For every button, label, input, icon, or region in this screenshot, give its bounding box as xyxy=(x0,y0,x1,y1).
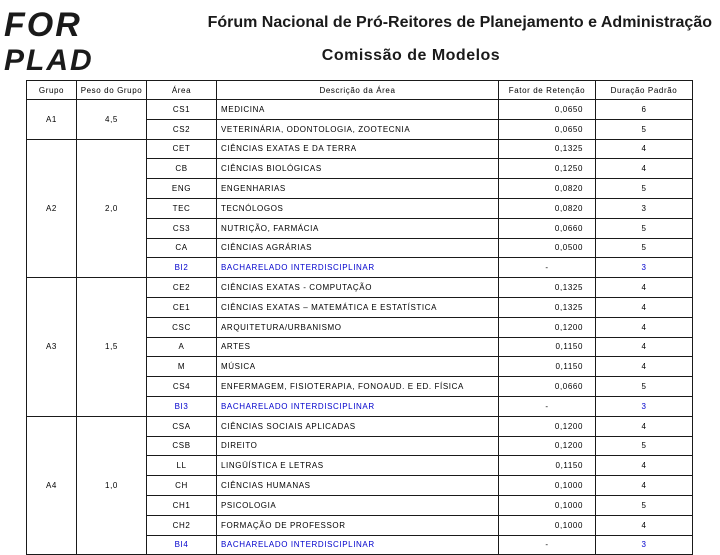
duration-cell: 5 xyxy=(596,119,693,139)
retention-cell: 0,1000 xyxy=(499,476,596,496)
retention-cell: 0,0820 xyxy=(499,198,596,218)
description-cell: BACHARELADO INTERDISCIPLINAR xyxy=(217,535,499,555)
retention-cell: 0,1325 xyxy=(499,139,596,159)
weight-cell: 1,5 xyxy=(77,278,147,417)
page-title: Fórum Nacional de Pró-Reitores de Planejamento e Administração xyxy=(207,14,712,31)
description-cell: CIÊNCIAS AGRÁRIAS xyxy=(217,238,499,258)
retention-cell: - xyxy=(499,396,596,416)
description-cell: LINGÜÍSTICA E LETRAS xyxy=(217,456,499,476)
retention-cell: 0,1200 xyxy=(499,436,596,456)
area-cell: CH xyxy=(147,476,217,496)
description-cell: CIÊNCIAS BIOLÓGICAS xyxy=(217,159,499,179)
retention-cell: 0,0660 xyxy=(499,218,596,238)
duration-cell: 5 xyxy=(596,179,693,199)
description-cell: NUTRIÇÃO, FARMÁCIA xyxy=(217,218,499,238)
group-cell: A2 xyxy=(27,139,77,278)
duration-cell: 4 xyxy=(596,278,693,298)
retention-cell: 0,1325 xyxy=(499,278,596,298)
area-cell: CH1 xyxy=(147,495,217,515)
duration-cell: 4 xyxy=(596,317,693,337)
description-cell: CIÊNCIAS SOCIAIS APLICADAS xyxy=(217,416,499,436)
description-cell: FORMAÇÃO DE PROFESSOR xyxy=(217,515,499,535)
retention-cell: 0,1200 xyxy=(499,416,596,436)
duration-cell: 6 xyxy=(596,100,693,120)
area-cell: BI2 xyxy=(147,258,217,278)
description-cell: VETERINÁRIA, ODONTOLOGIA, ZOOTECNIA xyxy=(217,119,499,139)
area-cell: CA xyxy=(147,238,217,258)
retention-cell: 0,1150 xyxy=(499,456,596,476)
group-cell: A3 xyxy=(27,278,77,417)
area-cell: LL xyxy=(147,456,217,476)
duration-cell: 4 xyxy=(596,337,693,357)
description-cell: CIÊNCIAS EXATAS - COMPUTAÇÃO xyxy=(217,278,499,298)
weight-cell: 4,5 xyxy=(77,100,147,140)
area-cell: CE2 xyxy=(147,278,217,298)
duration-cell: 5 xyxy=(596,436,693,456)
description-cell: TECNÓLOGOS xyxy=(217,198,499,218)
description-cell: MÚSICA xyxy=(217,357,499,377)
description-cell: ARQUITETURA/URBANISMO xyxy=(217,317,499,337)
description-cell: PSICOLOGIA xyxy=(217,495,499,515)
duration-cell: 3 xyxy=(596,535,693,555)
area-cell: CE1 xyxy=(147,297,217,317)
group-cell: A4 xyxy=(27,416,77,555)
duration-cell: 4 xyxy=(596,357,693,377)
description-cell: MEDICINA xyxy=(217,100,499,120)
duration-cell: 5 xyxy=(596,495,693,515)
duration-cell: 5 xyxy=(596,218,693,238)
weight-cell: 2,0 xyxy=(77,139,147,278)
area-cell: CS3 xyxy=(147,218,217,238)
table-row xyxy=(27,416,693,436)
retention-cell: 0,1000 xyxy=(499,495,596,515)
col-header-grupo: Grupo xyxy=(27,81,77,100)
col-header-descricao: Descrição da Área xyxy=(217,81,499,100)
description-cell: BACHARELADO INTERDISCIPLINAR xyxy=(217,396,499,416)
duration-cell: 5 xyxy=(596,238,693,258)
table-header-row xyxy=(27,81,693,100)
description-cell: DIREITO xyxy=(217,436,499,456)
duration-cell: 4 xyxy=(596,515,693,535)
area-cell: TEC xyxy=(147,198,217,218)
area-cell: CH2 xyxy=(147,515,217,535)
retention-cell: 0,0820 xyxy=(499,179,596,199)
retention-cell: 0,0650 xyxy=(499,100,596,120)
area-cell: A xyxy=(147,337,217,357)
col-header-fator: Fator de Retenção xyxy=(499,81,596,100)
retention-cell: 0,1150 xyxy=(499,357,596,377)
duration-cell: 4 xyxy=(596,476,693,496)
duration-cell: 3 xyxy=(596,258,693,278)
table-row xyxy=(27,139,693,159)
table-row xyxy=(27,278,693,298)
duration-cell: 5 xyxy=(596,377,693,397)
retention-cell: 0,1250 xyxy=(499,159,596,179)
description-cell: BACHARELADO INTERDISCIPLINAR xyxy=(217,258,499,278)
duration-cell: 4 xyxy=(596,297,693,317)
retention-cell: 0,0660 xyxy=(499,377,596,397)
area-cell: M xyxy=(147,357,217,377)
description-cell: ENFERMAGEM, FISIOTERAPIA, FONOAUD. E ED. FÍSICA xyxy=(217,377,499,397)
logo-line-2: PLAD xyxy=(4,44,94,77)
description-cell: CIÊNCIAS EXATAS E DA TERRA xyxy=(217,139,499,159)
retention-cell: - xyxy=(499,258,596,278)
area-cell: CB xyxy=(147,159,217,179)
description-cell: CIÊNCIAS EXATAS – MATEMÁTICA E ESTATÍSTICA xyxy=(217,297,499,317)
retention-cell: 0,0650 xyxy=(499,119,596,139)
description-cell: CIÊNCIAS HUMANAS xyxy=(217,476,499,496)
retention-cell: - xyxy=(499,535,596,555)
duration-cell: 3 xyxy=(596,198,693,218)
area-cell: CET xyxy=(147,139,217,159)
area-cell: BI3 xyxy=(147,396,217,416)
retention-cell: 0,0500 xyxy=(499,238,596,258)
area-cell: BI4 xyxy=(147,535,217,555)
duration-cell: 4 xyxy=(596,139,693,159)
area-cell: CSB xyxy=(147,436,217,456)
area-cell: CSC xyxy=(147,317,217,337)
description-cell: ARTES xyxy=(217,337,499,357)
col-header-peso: Peso do Grupo xyxy=(77,81,147,100)
area-cell: CS1 xyxy=(147,100,217,120)
duration-cell: 4 xyxy=(596,159,693,179)
retention-cell: 0,1150 xyxy=(499,337,596,357)
retention-cell: 0,1200 xyxy=(499,317,596,337)
group-cell: A1 xyxy=(27,100,77,140)
duration-cell: 4 xyxy=(596,456,693,476)
logo-line-1: FOR xyxy=(4,6,82,44)
forplad-logo xyxy=(4,6,114,80)
area-cell: CS2 xyxy=(147,119,217,139)
duration-cell: 4 xyxy=(596,416,693,436)
area-cell: CS4 xyxy=(147,377,217,397)
areas-table xyxy=(26,80,693,555)
table-row xyxy=(27,100,693,120)
col-header-area: Área xyxy=(147,81,217,100)
weight-cell: 1,0 xyxy=(77,416,147,555)
area-cell: CSA xyxy=(147,416,217,436)
page-subtitle: Comissão de Modelos xyxy=(321,47,501,64)
duration-cell: 3 xyxy=(596,396,693,416)
col-header-duracao: Duração Padrão xyxy=(596,81,693,100)
description-cell: ENGENHARIAS xyxy=(217,179,499,199)
retention-cell: 0,1325 xyxy=(499,297,596,317)
retention-cell: 0,1000 xyxy=(499,515,596,535)
area-cell: ENG xyxy=(147,179,217,199)
